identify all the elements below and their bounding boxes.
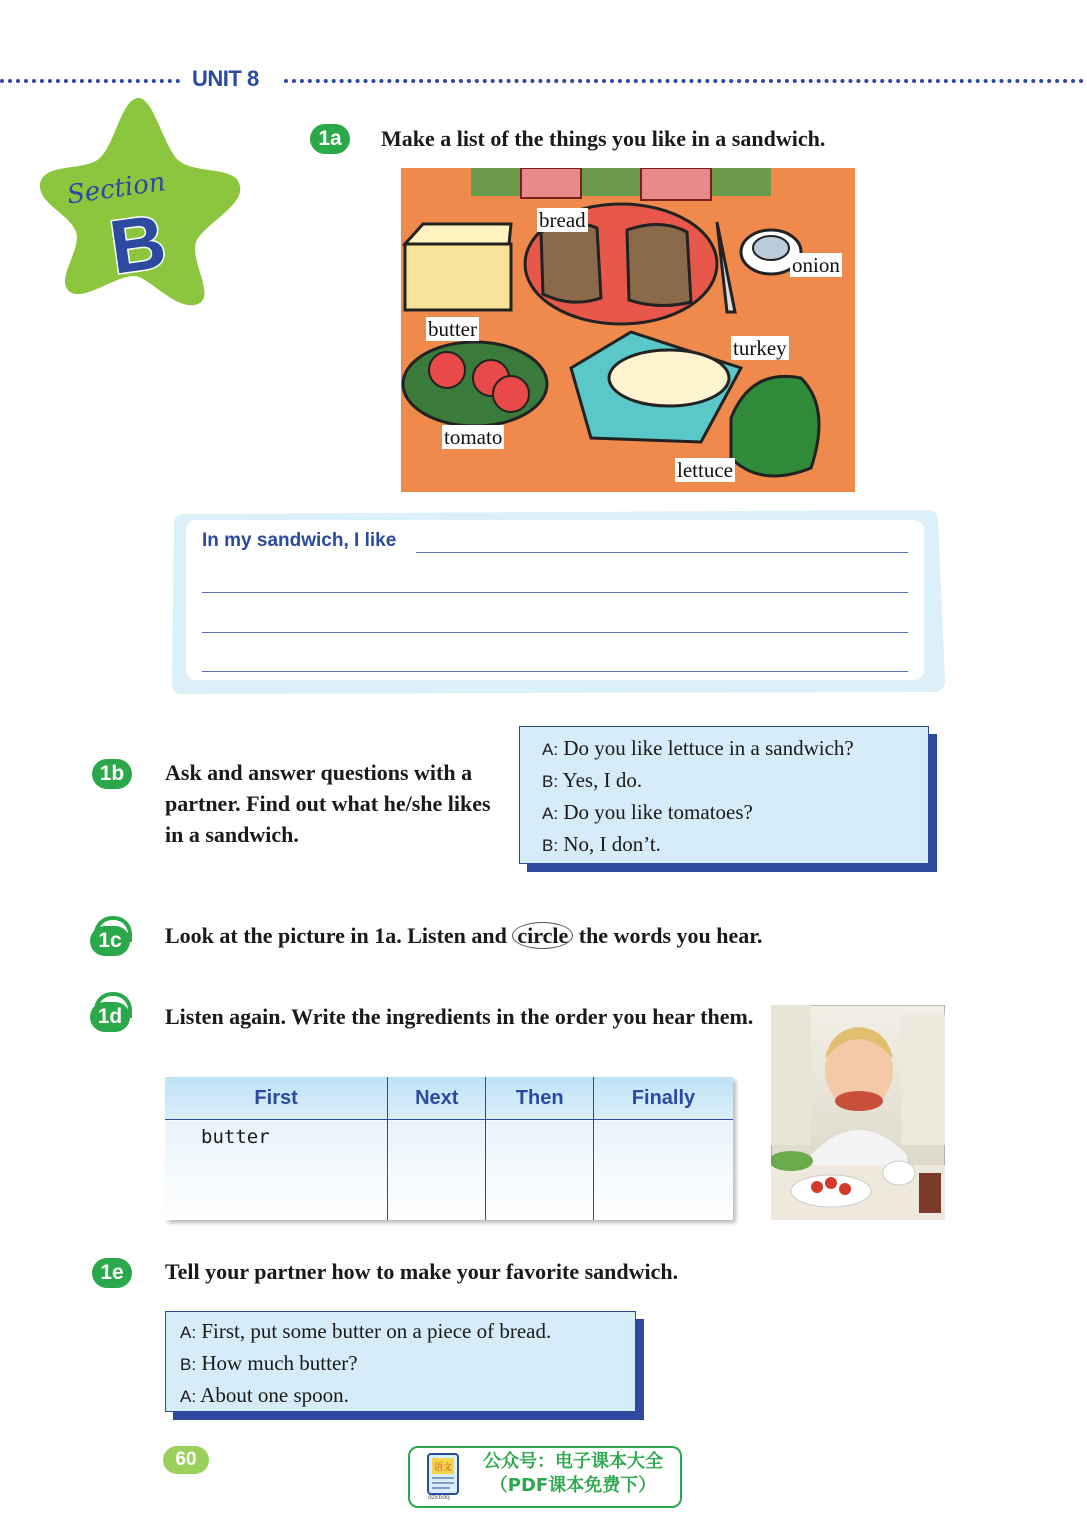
writing-line-2[interactable] [202,592,908,593]
unit-title: UNIT 8 [192,66,259,91]
section-letter: B [104,198,171,291]
header-dotted-rule-right [284,79,1084,83]
watermark-badge [408,1446,682,1508]
column-next: Next [388,1077,486,1120]
column-then: Then [486,1077,594,1120]
cell-first[interactable]: butter [165,1120,388,1221]
dialog-line: A: About one spoon. [180,1383,349,1407]
dialog-line: A: Do you like lettuce in a sandwich? [542,736,854,760]
writing-line-1[interactable] [416,552,908,553]
book-icon [426,1452,466,1500]
label-lettuce: lettuce [677,458,733,482]
exercise-1a-instruction: Make a list of the things you like in a sandwich. [381,126,826,151]
watermark-line-1: 公众号：电子课本大全 [483,1451,663,1472]
section-word: Section [65,167,168,211]
exercise-1a-badge: 1a [310,124,350,154]
ingredients-order-table [165,1077,733,1220]
writing-line-4[interactable] [202,671,908,672]
page-number: 60 [163,1446,209,1474]
column-finally: Finally [593,1077,733,1120]
watermark-icon-text: 语文 [434,1463,453,1473]
label-tomato: tomato [444,425,503,449]
exercise-1b-dialog [519,726,929,864]
label-butter: butter [428,317,477,341]
dialog-line: A: First, put some butter on a piece of bread. [180,1319,552,1343]
exercise-1e-instruction: Tell your partner how to make your favorite sandwich. [165,1259,679,1284]
label-turkey: turkey [733,336,787,360]
exercise-1d-instruction: Listen again. Write the ingredients in the order you hear them. [165,1004,754,1029]
header-dotted-rule-left [0,79,180,83]
dialog-line: B: No, I don’t. [542,832,661,856]
exercise-1c-instruction: Look at the picture in 1a. Listen and circle the words you hear. [165,923,763,948]
column-first: First [165,1077,388,1120]
exercise-1d-badge: 1d [90,1002,130,1032]
circled-word: circle [512,922,573,949]
exercise-1e-badge: 1e [92,1258,132,1288]
cell-finally[interactable] [593,1120,733,1221]
watermark-small-text: dzkbdq [428,1494,450,1500]
label-bread: bread [539,208,586,232]
watermark-line-2: （PDF课本免费下） [489,1475,657,1496]
boy-eating-sandwich-photo [771,1005,945,1220]
sandwich-prompt: In my sandwich, I like [202,530,397,551]
writing-line-3[interactable] [202,632,908,633]
cell-then[interactable] [486,1120,594,1221]
dialog-line: A: Do you like tomatoes? [542,800,753,824]
exercise-1c-badge: 1c [90,926,130,956]
dialog-line: B: Yes, I do. [542,768,643,792]
exercise-1e-dialog [165,1311,636,1412]
section-star-icon [36,92,246,310]
exercise-1b-badge: 1b [92,759,132,789]
cell-next[interactable] [388,1120,486,1221]
exercise-1b-instruction: Ask and answer questions with a partner. Find out what he/she likes in a sandwich. [165,760,491,847]
label-onion: onion [792,253,840,277]
dialog-line: B: How much butter? [180,1351,358,1375]
